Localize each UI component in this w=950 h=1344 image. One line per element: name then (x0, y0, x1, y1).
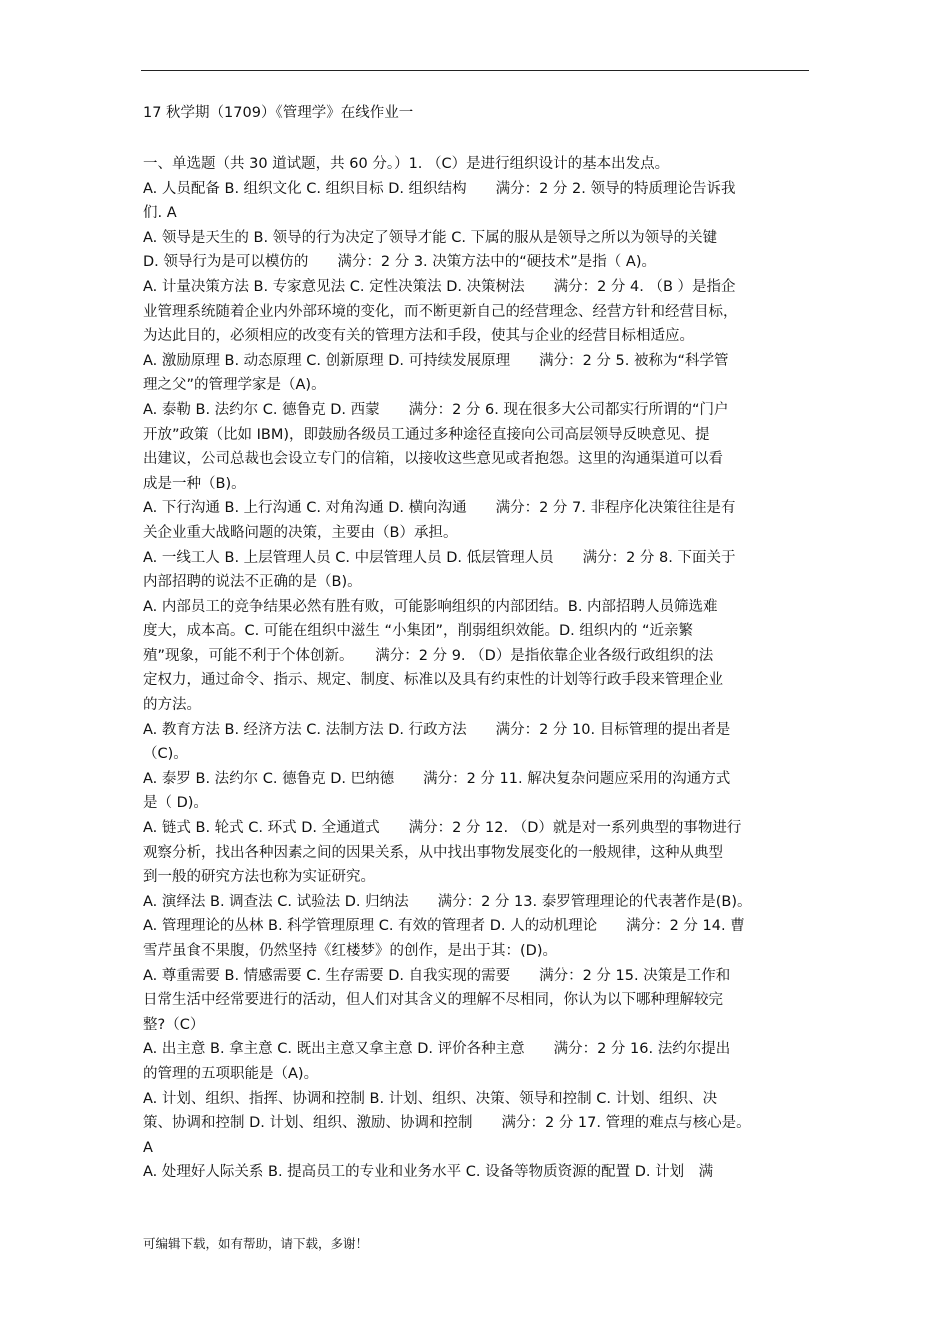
text-line: 日常生活中经常要进行的活动，但人们对其含义的理解不尽相同，你认为以下哪种理解较完 (143, 992, 723, 1009)
text-line: A. 处理好人际关系 B. 提高员工的专业和业务水平 C. 设备等物质资源的配置 D. 计划 满 (143, 1164, 714, 1181)
text-line: 开放”政策（比如 IBM)，即鼓励各级员工通过多种途径直接向公司高层领导反映意见、提 (143, 426, 710, 443)
text-line: A. 管理理论的丛林 B. 科学管理原理 C. 有效的管理者 D. 人的动机理论 满分：2 分 14. 曹 (143, 918, 745, 935)
text-line: 观察分析，找出各种因素之间的因果关系，从中找出事物发展变化的一般规律，这种从典型 (143, 844, 723, 861)
text-line: 为达此目的，必须相应的改变有关的管理方法和手段，使其与企业的经营目标相适应。 (143, 328, 694, 345)
text-line: A. 内部员工的竞争结果必然有胜有败，可能影响组织的内部团结。B. 内部招聘人员筛选难 (143, 598, 718, 615)
text-line: A. 泰罗 B. 法约尔 C. 德鲁克 D. 巴纳德 满分：2 分 11. 解决复杂问题应采用的沟通方式 (143, 770, 731, 787)
text-line: A. 激励原理 B. 动态原理 C. 创新原理 D. 可持续发展原理 满分：2 分 5. 被称为“科学管 (143, 352, 729, 369)
text-line: 内部招聘的说法不正确的是（B)。 (143, 574, 362, 591)
text-line: 们. A (143, 205, 177, 222)
text-line: A. 演绎法 B. 调查法 C. 试验法 D. 归纳法 满分：2 分 13. 泰罗管理理论的代表著作是(B)。 (143, 893, 752, 910)
text-line: A. 计量决策方法 B. 专家意见法 C. 定性决策法 D. 决策树法 满分：2 分 4. （B ）是指企 (143, 278, 736, 295)
text-line: A. 人员配备 B. 组织文化 C. 组织目标 D. 组织结构 满分：2 分 2. 领导的特质理论告诉我 (143, 180, 736, 197)
text-line: A. 计划、组织、指挥、协调和控制 B. 计划、组织、决策、领导和控制 C. 计划、组织、决 (143, 1090, 718, 1107)
document-title: 17 秋学期（1709）《管理学》在线作业一 (143, 105, 414, 121)
text-line: 关企业重大战略问题的决策，主要由（B）承担。 (143, 524, 458, 541)
text-line: A. 领导是天生的 B. 领导的行为决定了领导才能 C. 下属的服从是领导之所以为领导的关键 (143, 229, 718, 246)
text-line: 理之父”的管理学家是（A)。 (143, 377, 326, 394)
text-line: 定权力，通过命令、指示、规定、制度、标准以及具有约束性的计划等行政手段来管理企业 (143, 672, 723, 689)
text-line: 度大，成本高。C. 可能在组织中滋生 “小集团”，削弱组织效能。D. 组织内的 “近亲繁 (143, 623, 693, 640)
text-line: A. 尊重需要 B. 情感需要 C. 生存需要 D. 自我实现的需要 满分：2 分 15. 决策是工作和 (143, 967, 731, 984)
text-line: A. 教育方法 B. 经济方法 C. 法制方法 D. 行政方法 满分：2 分 10. 目标管理的提出者是 (143, 721, 731, 738)
text-line: 到一般的研究方法也称为实证研究。 (143, 869, 375, 886)
text-line: A. 下行沟通 B. 上行沟通 C. 对角沟通 D. 横向沟通 满分：2 分 7. 非程序化决策往往是有 (143, 500, 736, 517)
text-line: 殖”现象，可能不利于个体创新。 满分：2 分 9. （D）是指依靠企业各级行政组织的法 (143, 647, 714, 664)
document-body (143, 152, 819, 1185)
text-line: A (143, 1139, 153, 1156)
page-footer: 可编辑下载，如有帮助，请下载，多谢！ (143, 1236, 369, 1251)
text-line: A. 出主意 B. 拿主意 C. 既出主意又拿主意 D. 评价各种主意 满分：2 分 16. 法约尔提出 (143, 1041, 731, 1058)
text-line: 出建议，公司总裁也会设立专门的信箱，以接收这些意见或者抱怨。这里的沟通渠道可以看 (143, 451, 723, 468)
text-line: 策、协调和控制 D. 计划、组织、激励、协调和控制 满分：2 分 17. 管理的难点与核心是。 (143, 1115, 751, 1132)
text-line: 成是一种（B)。 (143, 475, 246, 492)
text-line: A. 泰勒 B. 法约尔 C. 德鲁克 D. 西蒙 满分：2 分 6. 现在很多大公司都实行所谓的“门户 (143, 401, 729, 418)
text-line: D. 领导行为是可以模仿的 满分：2 分 3. 决策方法中的“硬技术”是指（ A)。 (143, 254, 656, 271)
text-line: 雪芹虽食不果腹，仍然坚持《红楼梦》的创作，是出于其：(D)。 (143, 943, 557, 959)
text-line: 整?（C） (143, 1016, 205, 1033)
text-line: A. 一线工人 B. 上层管理人员 C. 中层管理人员 D. 低层管理人员 满分：2 分 8. 下面关于 (143, 549, 736, 566)
text-line: （C)。 (143, 746, 188, 763)
text-line: 的方法。 (143, 697, 201, 714)
text-line: 是（ D)。 (143, 795, 208, 812)
text-line: 的管理的五项职能是（A)。 (143, 1065, 319, 1082)
text-line: 业管理系统随着企业内外部环境的变化，而不断更新自己的经营理念、经营方针和经营目标， (143, 303, 738, 320)
text-line: A. 链式 B. 轮式 C. 环式 D. 全通道式 满分：2 分 12. （D）就是对一系列典型的事物进行 (143, 820, 742, 837)
text-line: 一、单选题（共 30 道试题，共 60 分。）1. （C）是进行组织设计的基本出发点。 (143, 156, 670, 172)
header-rule (141, 70, 809, 71)
